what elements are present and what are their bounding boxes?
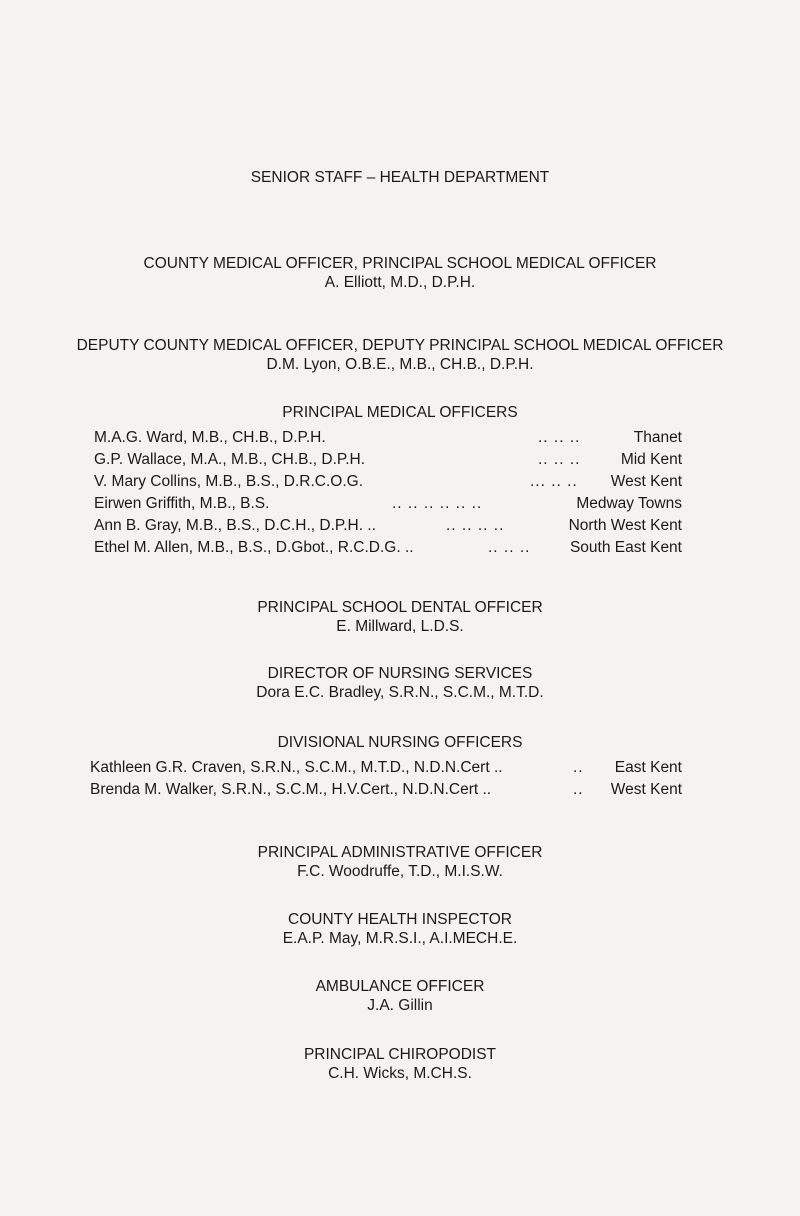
pmo-row-place: North West Kent	[568, 517, 682, 534]
deputy-name: D.M. Lyon, O.B.E., M.B., CH.B., D.P.H.	[266, 356, 534, 373]
pmo-row-dots: ... .. ..	[530, 473, 578, 490]
inspector-name: E.A.P. May, M.R.S.I., A.I.MECH.E.	[282, 930, 518, 947]
nursing-heading: DIRECTOR OF NURSING SERVICES	[267, 665, 533, 682]
nursing-name: Dora E.C. Bradley, S.R.N., S.C.M., M.T.D.	[256, 684, 544, 701]
pmo-row-dots: .. .. .. ..	[446, 517, 505, 534]
divisional-row-dots: ..	[573, 781, 584, 798]
admin-name: F.C. Woodruffe, T.D., M.I.S.W.	[297, 863, 503, 880]
cmo-name: A. Elliott, M.D., D.P.H.	[324, 274, 476, 291]
pmo-row-dots: .. .. ..	[538, 429, 581, 446]
divisional-row-place: East Kent	[614, 759, 682, 776]
pmo-row-dots: .. .. ..	[538, 451, 581, 468]
dental-name: E. Millward, L.D.S.	[336, 618, 464, 635]
chiropodist-section	[0, 1045, 800, 1083]
ambulance-heading: AMBULANCE OFFICER	[315, 978, 485, 995]
cmo-section	[0, 254, 800, 292]
pmo-heading-text: PRINCIPAL MEDICAL OFFICERS	[282, 404, 518, 421]
pmo-row-name: M.A.G. Ward, M.B., CH.B., D.P.H.	[94, 429, 326, 446]
pmo-row-name: V. Mary Collins, M.B., B.S., D.R.C.O.G.	[94, 473, 364, 490]
divisional-row-name: Brenda M. Walker, S.R.N., S.C.M., H.V.Cert., N.D.N.Cert ..	[90, 781, 492, 798]
ambulance-section	[0, 977, 800, 1015]
divisional-row-dots: ..	[573, 759, 584, 776]
pmo-heading	[0, 403, 800, 422]
divisional-row-place: West Kent	[610, 781, 682, 798]
chiropodist-name: C.H. Wicks, M.CH.S.	[328, 1065, 472, 1082]
pmo-row-name: Eirwen Griffith, M.B., B.S.	[94, 495, 270, 512]
admin-section	[0, 843, 800, 881]
deputy-section	[0, 336, 800, 374]
dental-section	[0, 598, 800, 636]
pmo-row-place: South East Kent	[569, 539, 682, 556]
inspector-section	[0, 910, 800, 948]
document-title	[0, 168, 800, 187]
divisional-row-name: Kathleen G.R. Craven, S.R.N., S.C.M., M.T.D., N.D.N.Cert ..	[90, 759, 503, 776]
admin-heading: PRINCIPAL ADMINISTRATIVE OFFICER	[257, 844, 543, 861]
pmo-row-place: Medway Towns	[576, 495, 682, 512]
pmo-row-dots: .. .. ..	[488, 539, 531, 556]
nursing-section	[0, 664, 800, 702]
pmo-row-place: West Kent	[610, 473, 682, 490]
dental-heading: PRINCIPAL SCHOOL DENTAL OFFICER	[257, 599, 543, 616]
cmo-heading: COUNTY MEDICAL OFFICER, PRINCIPAL SCHOOL MEDICAL OFFICER	[143, 255, 657, 272]
pmo-row-place: Mid Kent	[620, 451, 682, 468]
divisional-heading-text: DIVISIONAL NURSING OFFICERS	[277, 734, 523, 751]
title-text: SENIOR STAFF – HEALTH DEPARTMENT	[250, 169, 550, 186]
deputy-heading: DEPUTY COUNTY MEDICAL OFFICER, DEPUTY PRINCIPAL SCHOOL MEDICAL OFFICER	[76, 337, 724, 354]
pmo-row-place: Thanet	[633, 429, 682, 446]
ambulance-name: J.A. Gillin	[367, 997, 433, 1014]
pmo-row-dots: .. .. .. .. .. ..	[392, 495, 483, 512]
pmo-row-name: Ann B. Gray, M.B., B.S., D.C.H., D.P.H. ..	[94, 517, 376, 534]
pmo-row-name: G.P. Wallace, M.A., M.B., CH.B., D.P.H.	[94, 451, 366, 468]
inspector-heading: COUNTY HEALTH INSPECTOR	[288, 911, 512, 928]
divisional-heading	[0, 733, 800, 752]
chiropodist-heading: PRINCIPAL CHIROPODIST	[303, 1046, 497, 1063]
pmo-row-name: Ethel M. Allen, M.B., B.S., D.Gbot., R.C.D.G. ..	[94, 539, 414, 556]
